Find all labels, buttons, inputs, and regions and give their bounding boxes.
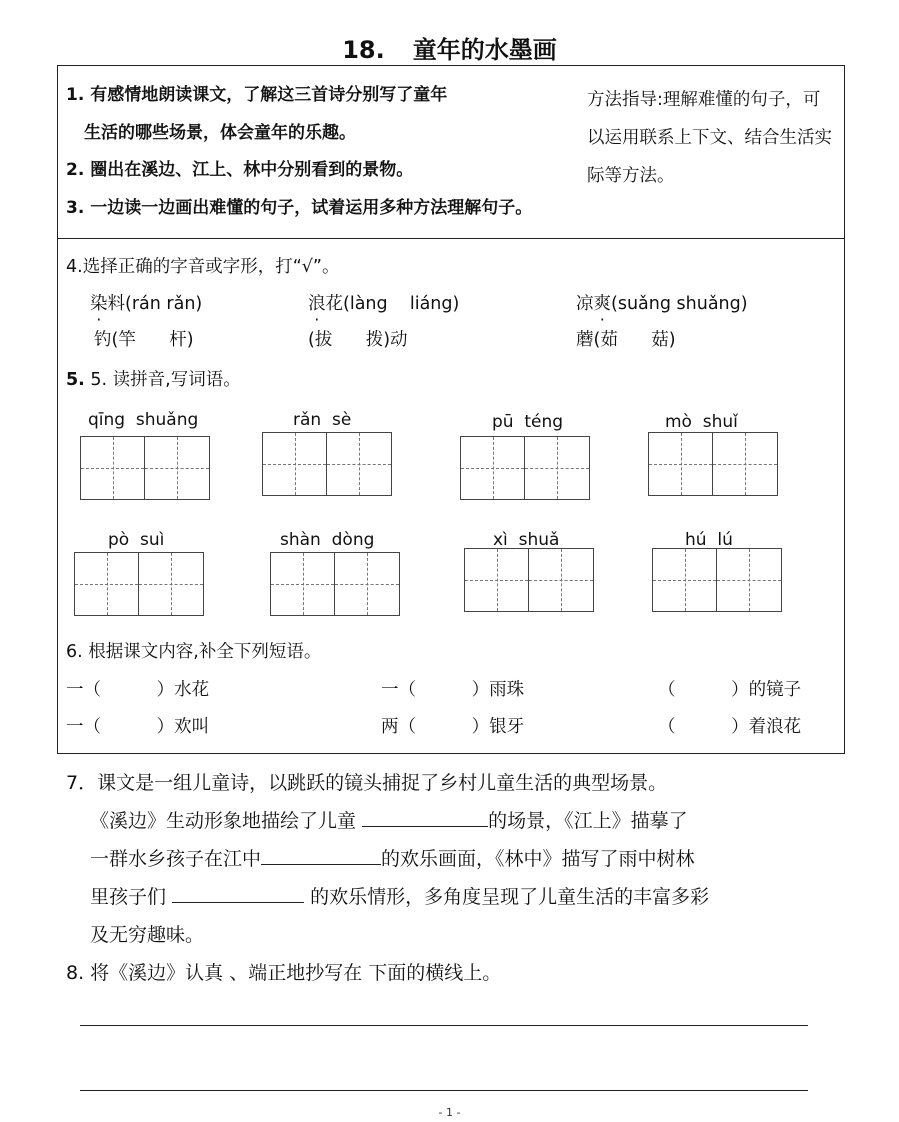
goal-3: 3. 一边读一边画出难懂的句子，试着运用多种方法理解句子。 xyxy=(66,198,533,218)
copy-line[interactable] xyxy=(80,1025,808,1026)
copy-line[interactable] xyxy=(80,1090,808,1091)
q4-item[interactable]: 染料(rán rǎn) xyxy=(90,294,203,314)
page-number: - 1 - xyxy=(438,1106,461,1119)
writing-grid[interactable] xyxy=(80,436,210,500)
q4-item[interactable]: 蘑(茹 菇) xyxy=(576,330,676,350)
writing-grid[interactable] xyxy=(270,552,400,616)
lesson-title: 童年的水墨画 xyxy=(412,36,557,64)
method-guide: 方法指导:理解难懂的句子，可以运用联系上下文、结合生活实际等方法。 xyxy=(587,90,832,186)
q6-item[interactable]: （ ）的镜子 xyxy=(658,680,802,700)
q8-prompt: 8. 将《溪边》认真 、端正地抄写在 下面的横线上。 xyxy=(66,962,502,984)
q6-item[interactable]: 两（ ）银牙 xyxy=(381,717,525,737)
q6-prompt: 6. 根据课文内容,补全下列短语。 xyxy=(66,642,322,662)
q7-blank-3[interactable] xyxy=(172,882,304,903)
goal-1b: 生活的哪些场景，体会童年的乐趣。 xyxy=(84,123,356,143)
q4-item[interactable]: (拔 拨)动 xyxy=(308,330,408,350)
pinyin: pò suì xyxy=(108,530,165,550)
lesson-number: 18. xyxy=(342,36,385,64)
q4-prompt: 4.选择正确的字音或字形，打“√”。 xyxy=(66,257,340,277)
q7-line-3: 一群水乡孩子在江中 的欢乐画面，《林中》描写了雨中树林 xyxy=(90,844,695,871)
pinyin: shàn dòng xyxy=(280,530,375,550)
q5-prompt: 5. 5. 读拼音,写词语。 xyxy=(66,370,241,390)
q6-item[interactable]: （ ）着浪花 xyxy=(658,717,802,737)
q7-line-2: 《溪边》生动形象地描绘了儿童 的场景，《江上》描摹了 xyxy=(90,806,688,833)
q6-item[interactable]: 一（ ）欢叫 xyxy=(66,717,210,737)
q7-line-1: 7．课文是一组儿童诗，以跳跃的镜头捕捉了乡村儿童生活的典型场景。 xyxy=(66,772,668,794)
pinyin: qīng shuǎng xyxy=(88,410,199,430)
goal-2: 2. 圈出在溪边、江上、林中分别看到的景物。 xyxy=(66,160,414,180)
q4-item[interactable]: 浪花(làng liáng) xyxy=(308,294,460,314)
q7-blank-2[interactable] xyxy=(261,844,381,865)
pinyin: rǎn sè xyxy=(293,410,352,430)
writing-grid[interactable] xyxy=(460,436,590,500)
writing-grid[interactable] xyxy=(648,432,778,496)
q4-item[interactable]: 钓(竿 杆) xyxy=(94,330,194,350)
writing-grid[interactable] xyxy=(652,548,782,612)
q6-item[interactable]: 一（ ）水花 xyxy=(66,680,210,700)
q7-blank-1[interactable] xyxy=(362,806,488,827)
pinyin: pū téng xyxy=(492,412,564,432)
writing-grid[interactable] xyxy=(74,552,204,616)
q7-line-5: 及无穷趣味。 xyxy=(90,924,205,946)
q4-item[interactable]: 凉爽(suǎng shuǎng) xyxy=(576,294,748,314)
writing-grid[interactable] xyxy=(464,548,594,612)
page-title xyxy=(0,30,899,65)
goal-1a: 1. 有感情地朗读课文，了解这三首诗分别写了童年 xyxy=(66,85,448,105)
pinyin: mò shuǐ xyxy=(665,412,738,432)
q7-line-4: 里孩子们 的欢乐情形，多角度呈现了儿童生活的丰富多彩 xyxy=(90,882,709,909)
q6-item[interactable]: 一（ ）雨珠 xyxy=(381,680,525,700)
pinyin: hú lú xyxy=(685,530,733,550)
writing-grid[interactable] xyxy=(262,432,392,496)
pinyin: xì shuǎ xyxy=(493,530,560,550)
